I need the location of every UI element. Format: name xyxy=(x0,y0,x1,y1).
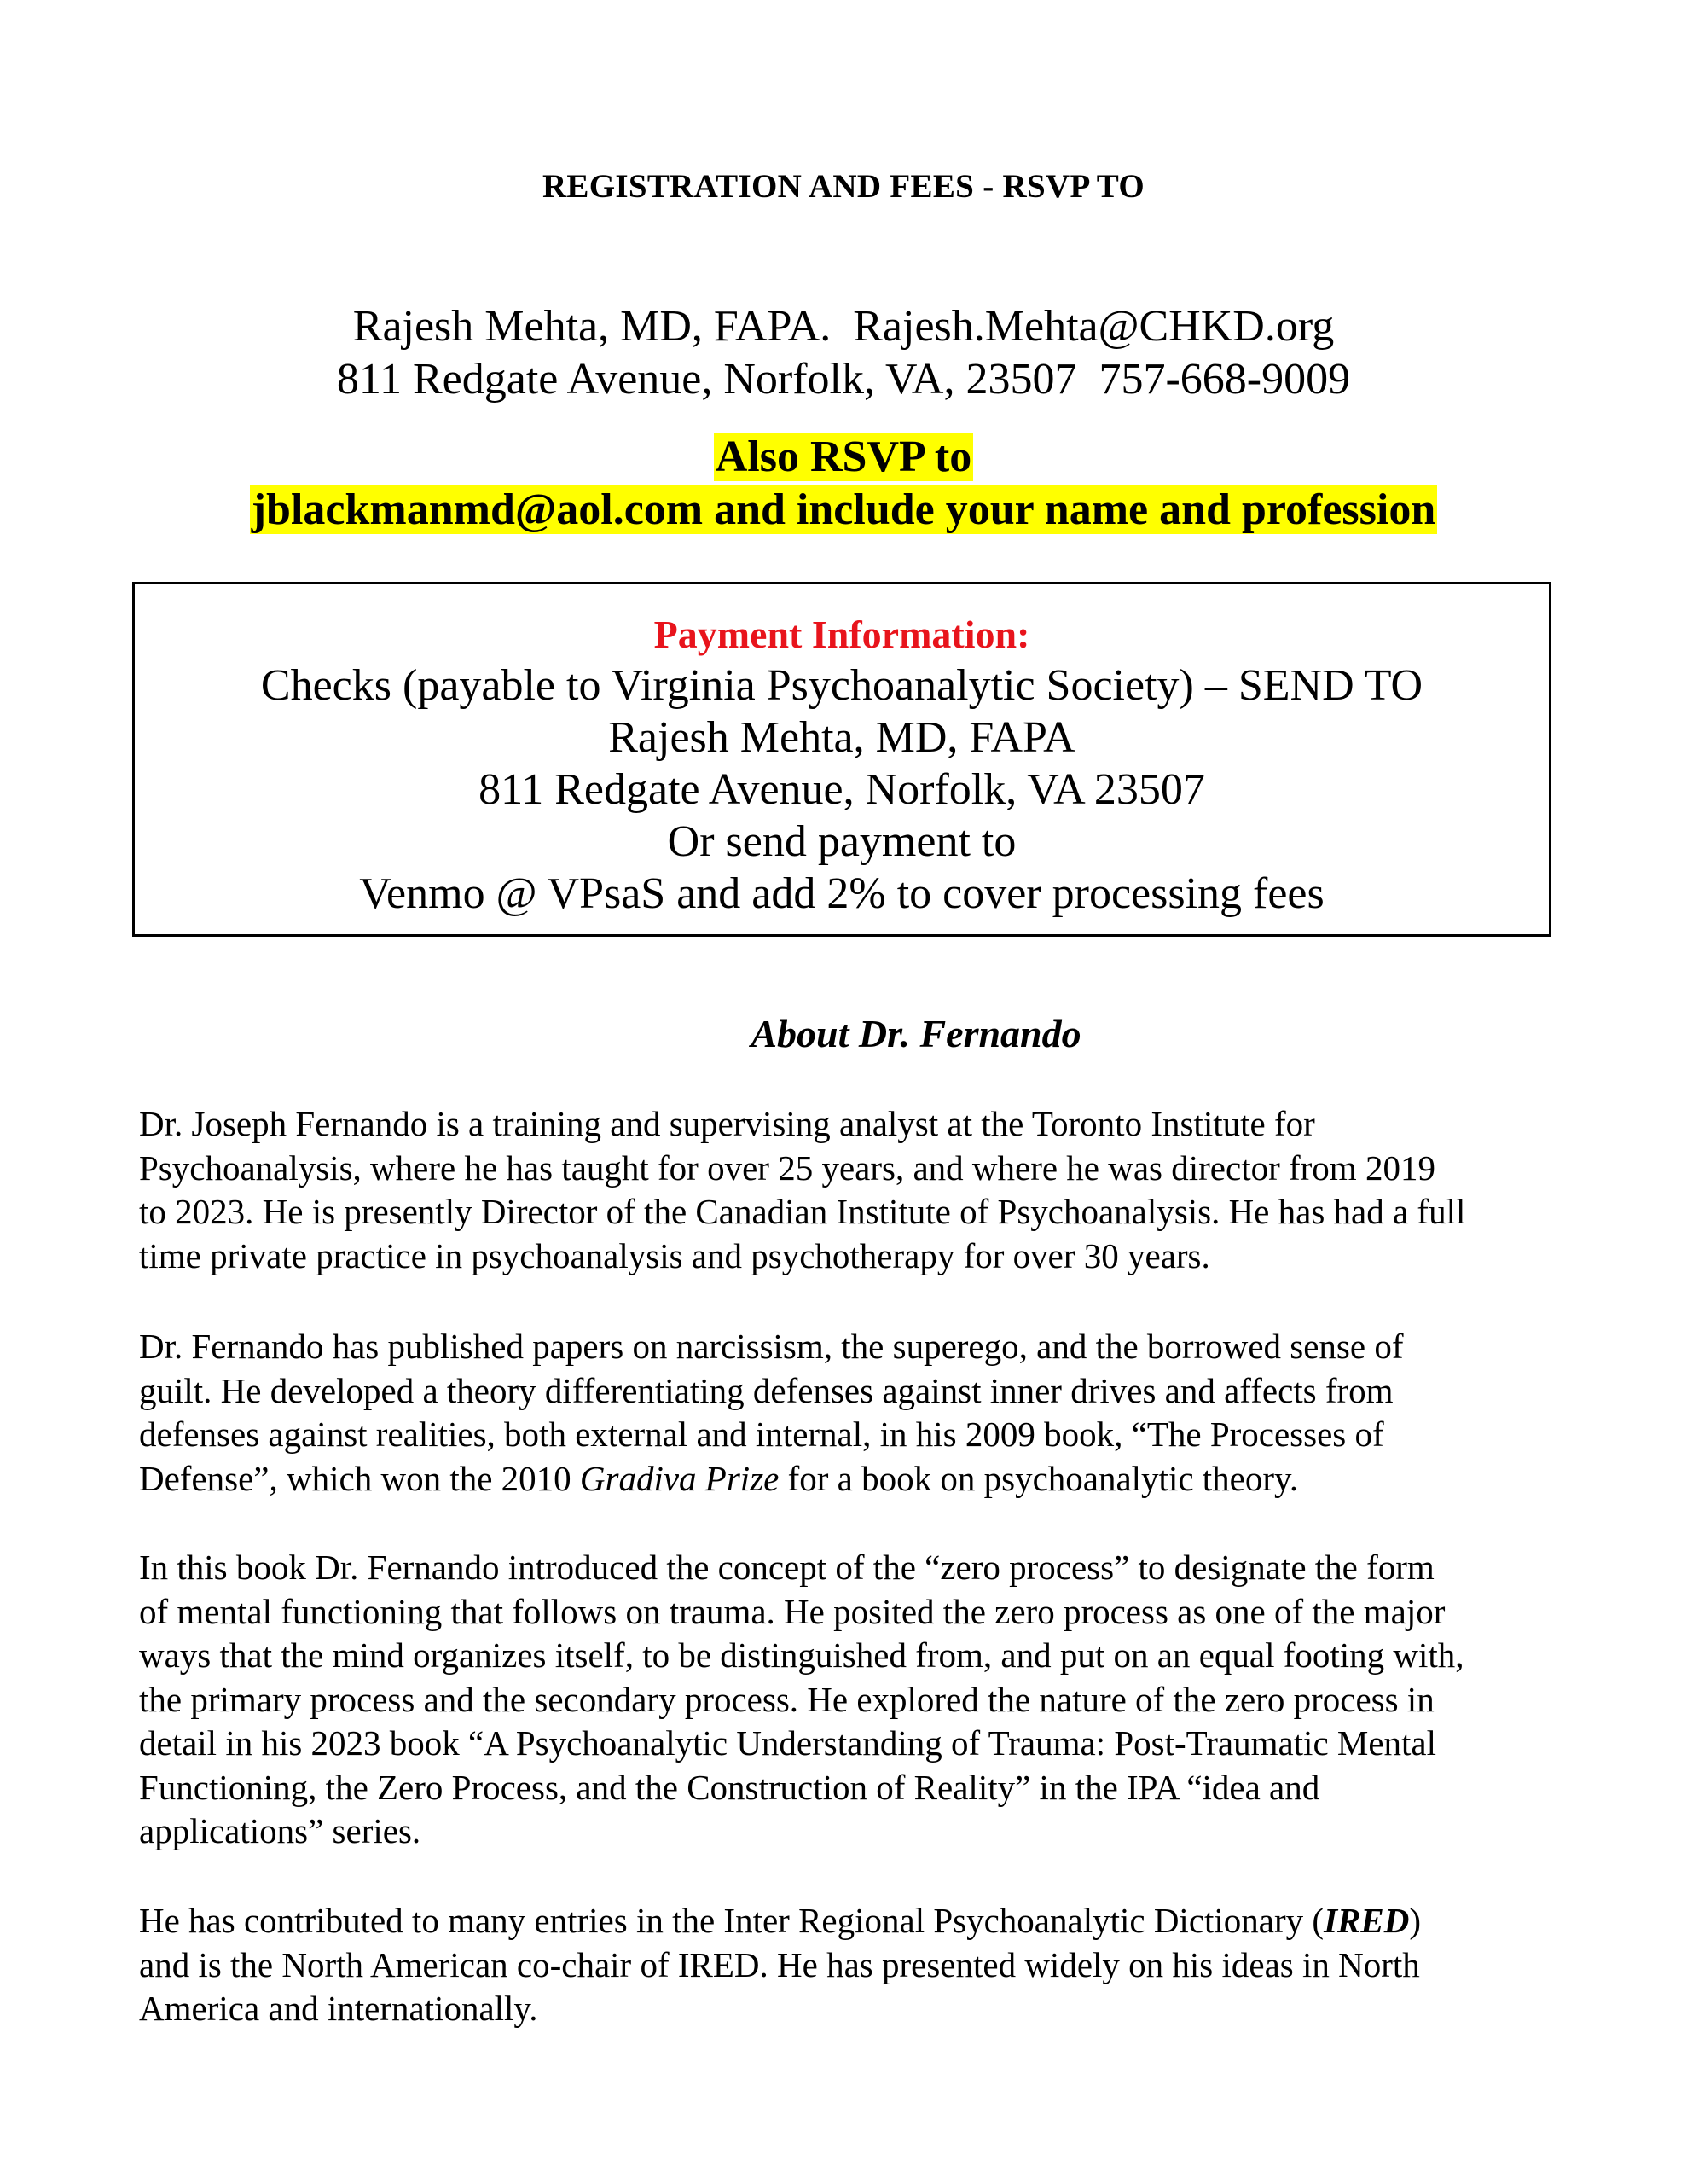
bio-line xyxy=(139,1899,1606,1943)
bio-line: In this book Dr. Fernando introduced the concept of the “zero process” to designate the form xyxy=(139,1548,1435,1587)
bio-line: time private practice in psychoanalysis and psychotherapy for over 30 years. xyxy=(139,1235,1210,1275)
bio-line: to 2023. He is presently Director of the Canadian Institute of Psychoanalysis. He has had a full xyxy=(139,1192,1466,1231)
payment-line-or: Or send payment to xyxy=(667,817,1017,866)
bio-line: the primary process and the secondary process. He explored the nature of the zero process in xyxy=(139,1679,1435,1719)
bio-line: of mental functioning that follows on trauma. He posited the zero process as one of the major xyxy=(139,1591,1446,1631)
bio-text: for a book on psychoanalytic theory. xyxy=(779,1458,1299,1498)
payment-line-payee: Rajesh Mehta, MD, FAPA xyxy=(608,713,1075,762)
bio-line: Psychoanalysis, where he has taught for over 25 years, and where he was director from 2019 xyxy=(139,1147,1435,1188)
bio-text: He has contributed to many entries in the Inter Regional Psychoanalytic Dictionary ( xyxy=(139,1901,1325,1940)
contact-address-phone: 811 Redgate Avenue, Norfolk, VA, 23507 757-668-9009 xyxy=(336,355,1351,404)
bio-line: America and internationally. xyxy=(139,1989,538,2028)
registration-heading: REGISTRATION AND FEES - RSVP TO xyxy=(542,168,1145,205)
about-title: About Dr. Fernando xyxy=(751,1012,1081,1055)
bio-line: Functioning, the Zero Process, and the Construction of Reality” in the IPA “idea and xyxy=(139,1767,1320,1807)
bio-line: Dr. Fernando has published papers on narcissism, the superego, and the borrowed sense of xyxy=(139,1327,1404,1366)
bio-line xyxy=(139,1457,1606,1502)
bio-line: ways that the mind organizes itself, to be distinguished from, and put on an equal footing with, xyxy=(139,1635,1464,1675)
bio-line: guilt. He developed a theory differentiating defenses against inner drives and affects from xyxy=(139,1370,1394,1410)
bio-paragraph-1 xyxy=(139,1102,1606,1278)
bio-paragraph-4 xyxy=(139,1899,1606,2031)
rsvp-contact-block xyxy=(0,300,1687,406)
payment-line-checks: Checks (payable to Virginia Psychoanalytic Society) – SEND TO xyxy=(260,661,1423,710)
bio-line: and is the North American co-chair of IRED. He has presented widely on his ideas in North xyxy=(139,1944,1420,1984)
payment-info-box xyxy=(132,582,1551,937)
bio-line: detail in his 2023 book “A Psychoanalytic Understanding of Trauma: Post-Traumatic Mental xyxy=(139,1723,1437,1763)
bio-line: defenses against realities, both external and internal, in his 2009 book, “The Processes of xyxy=(139,1414,1384,1454)
also-rsvp-email-instruction: jblackmanmd@aol.com and include your name and profession xyxy=(251,485,1436,534)
bio-line: applications” series. xyxy=(139,1811,421,1850)
bio-paragraph-3 xyxy=(139,1546,1606,1854)
also-rsvp-block xyxy=(0,431,1687,537)
payment-line-venmo: Venmo @ VPsaS and add 2% to cover processing fees xyxy=(359,869,1325,918)
payment-title: Payment Information: xyxy=(653,613,1030,656)
gradiva-prize-title: Gradiva Prize xyxy=(579,1458,780,1498)
bio-line: Dr. Joseph Fernando is a training and supervising analyst at the Toronto Institute for xyxy=(139,1104,1315,1143)
payment-line-address: 811 Redgate Avenue, Norfolk, VA 23507 xyxy=(478,765,1205,814)
bio-text: Defense”, which won the 2010 xyxy=(139,1458,580,1498)
contact-name-email: Rajesh Mehta, MD, FAPA. Rajesh.Mehta@CHKD.org xyxy=(352,302,1335,351)
bio-paragraph-2 xyxy=(139,1325,1606,1501)
also-rsvp-label: Also RSVP to xyxy=(715,433,972,481)
bio-text: ) xyxy=(1409,1901,1421,1940)
ired-acronym: IRED xyxy=(1324,1901,1410,1940)
